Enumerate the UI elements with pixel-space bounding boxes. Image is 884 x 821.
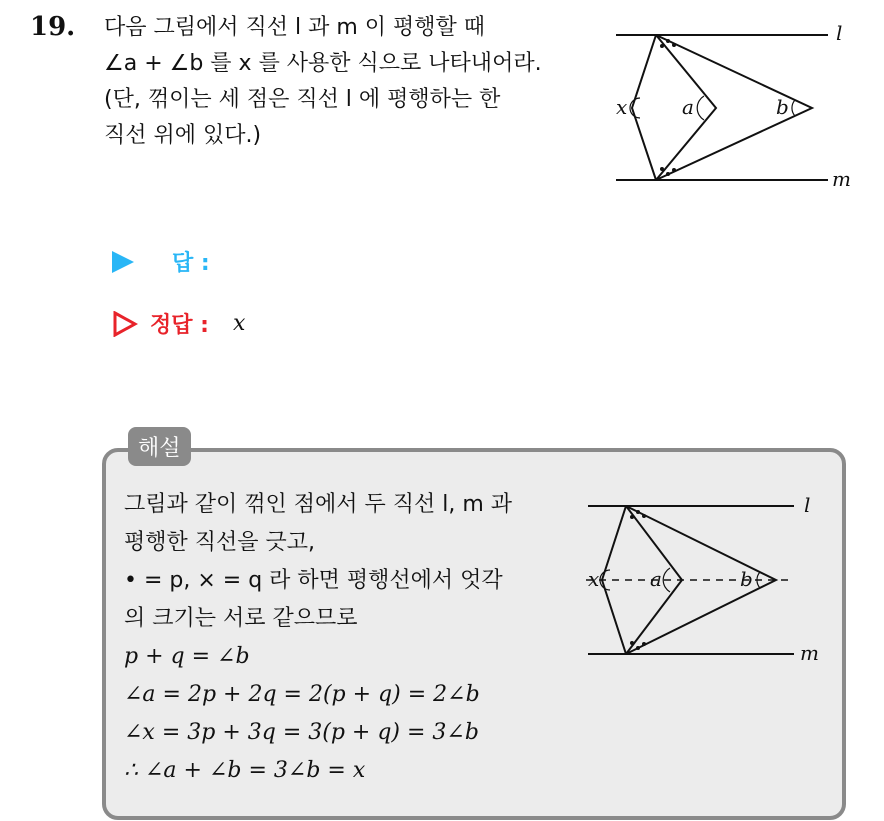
dot-mark [666, 172, 670, 176]
angle-b-arc [792, 100, 795, 116]
solution-line: 의 크기는 서로 같으므로 [124, 606, 358, 631]
solution-figure [572, 488, 834, 670]
question-number: 19. [30, 12, 76, 42]
question-line-3: (단, 꺾이는 세 점은 직선 l 에 평행하는 한 [104, 87, 501, 112]
answer-label: 답 : [172, 251, 210, 276]
dot-mark [666, 39, 670, 43]
correct-label: 정답 : [150, 313, 209, 338]
question-line-4: 직선 위에 있다.) [104, 123, 262, 148]
label-x: x [588, 567, 600, 591]
dot-mark [672, 43, 676, 47]
label-m: m [800, 641, 819, 665]
solution-equation: ∠x = 3p + 3q = 3(p + q) = 3∠b [124, 720, 479, 745]
dot-mark [660, 44, 664, 48]
label-b: b [740, 567, 753, 591]
dot-mark [636, 646, 640, 650]
angle-a-arc [697, 96, 704, 120]
dot-mark [672, 168, 676, 172]
solution-conclusion: ∴ ∠a + ∠b = 3∠b = x [124, 758, 366, 783]
label-a: a [682, 95, 694, 119]
label-x: x [616, 95, 628, 119]
label-m: m [832, 167, 851, 191]
dot-mark [642, 642, 646, 646]
dot-mark [630, 641, 634, 645]
solution-equation: ∠a = 2p + 2q = 2(p + q) = 2∠b [124, 682, 480, 707]
label-l: l [836, 21, 843, 45]
right-zigzag [626, 506, 776, 654]
solution-line: 평행한 직선을 긋고, [124, 530, 315, 555]
dot-mark [642, 514, 646, 518]
dot-mark [660, 167, 664, 171]
question-figure [600, 18, 860, 198]
dot-mark [636, 510, 640, 514]
answer-marker-icon [112, 251, 134, 273]
left-zigzag [632, 35, 656, 180]
solution-equation: p + q = ∠b [124, 644, 250, 669]
solution-tag: 해설 [128, 427, 191, 466]
correct-answer-row [112, 308, 245, 339]
question-text [104, 10, 594, 154]
correct-marker-icon [112, 311, 138, 337]
dot-mark [630, 515, 634, 519]
question-line-1: 다음 그림에서 직선 l 과 m 이 평행할 때 [104, 15, 486, 40]
question-line-2: ∠a + ∠b 를 x 를 사용한 식으로 나타내어라. [104, 51, 542, 76]
label-a: a [650, 567, 662, 591]
solution-line: • = p, × = q 라 하면 평행선에서 엇각 [124, 568, 503, 593]
solution-line: 그림과 같이 꺾인 점에서 두 직선 l, m 과 [124, 492, 513, 517]
label-b: b [776, 95, 789, 119]
correct-value: x [232, 311, 246, 336]
answer-row [112, 246, 234, 277]
solution-text [124, 486, 584, 790]
label-l: l [804, 493, 811, 517]
